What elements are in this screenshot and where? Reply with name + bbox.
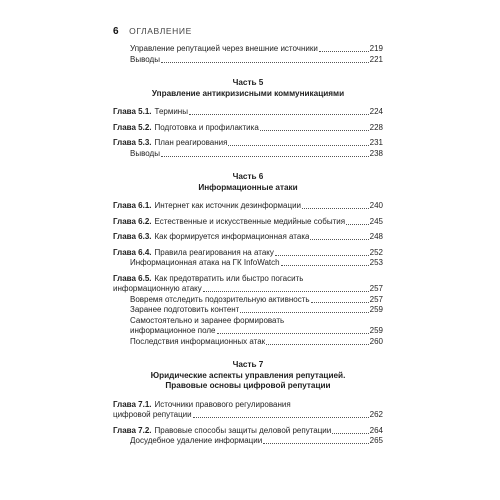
part-title: Управление антикризисными коммуникациями	[151, 88, 345, 98]
chapter-number: Глава 6.3.	[113, 232, 152, 241]
toc-entry-label: Правила реагирования на атаку	[154, 247, 274, 257]
toc-entry-label-continued: цифровой репутации	[113, 410, 192, 419]
toc-entry-page: 257	[369, 284, 383, 293]
chapter-number: Глава 6.2.	[113, 216, 152, 226]
part-title: Юридические аспекты управления репутацией.	[150, 370, 346, 380]
chapter-number: Глава 5.1.	[113, 107, 152, 116]
toc-entry-label: Подготовка и профилактика	[154, 122, 259, 132]
chapter-number: Глава 6.4.	[113, 247, 152, 257]
toc-entry-label: Естественные и искусственные медийные события	[154, 216, 346, 226]
toc-entry-page: 259	[369, 326, 383, 335]
toc-entry-label: Заранее подготовить контент	[130, 305, 240, 314]
toc-entry-label: Интернет как источник дезинформации	[154, 201, 302, 210]
leader-dots	[281, 265, 369, 266]
part-heading	[113, 360, 383, 392]
toc-entry-label-continued: информационное поле	[130, 326, 216, 335]
toc-entry-page: 221	[369, 54, 383, 64]
part-number: Часть 6	[232, 172, 264, 181]
toc-entry-label: Правовые способы защиты деловой репутации	[154, 425, 332, 435]
leader-dots	[302, 208, 369, 209]
toc-entry-label: План реагирования	[154, 138, 228, 147]
toc-chapter-entry[interactable]	[113, 248, 383, 259]
leader-dots	[346, 224, 369, 225]
toc-entry-page: 248	[369, 232, 383, 241]
chapter-number: Глава 7.1.	[113, 399, 152, 409]
toc-entry-page: 219	[369, 44, 383, 53]
toc-entry-label: Как формируется информационная атака	[154, 232, 310, 241]
leader-dots	[275, 255, 369, 256]
leader-dots	[189, 114, 369, 115]
toc-chapter-entry[interactable]	[113, 123, 383, 134]
toc-entry-label: Термины	[154, 107, 188, 116]
toc-entry-page: 252	[369, 247, 383, 257]
toc-chapter-entry[interactable]	[113, 107, 383, 118]
toc-entry-label: Досудебное удаление информации	[130, 436, 263, 445]
toc-entry[interactable]	[113, 316, 383, 337]
part-number: Часть 7	[232, 360, 264, 369]
part-heading	[113, 78, 383, 99]
toc-entry-page: 264	[369, 425, 383, 435]
toc-entry-page: 259	[369, 305, 383, 314]
toc-entry-label: Самостоятельно и заранее формировать	[130, 315, 285, 325]
leader-dots	[193, 417, 369, 418]
part-number: Часть 5	[232, 78, 264, 87]
toc-entry[interactable]	[113, 44, 383, 55]
leader-dots	[228, 145, 368, 146]
toc-entry-page: 228	[369, 122, 383, 132]
toc-entry-label: Выводы	[130, 148, 160, 158]
toc-entry-page: 231	[369, 138, 383, 147]
toc-chapter-entry[interactable]	[113, 217, 383, 228]
leader-dots	[310, 239, 368, 240]
running-head-title: ОГЛАВЛЕНИЕ	[129, 26, 192, 36]
toc-entry-label: Управление репутацией через внешние источники	[130, 44, 318, 53]
leader-dots	[319, 51, 369, 52]
leader-dots	[217, 333, 369, 334]
toc-entry-page: 253	[369, 258, 383, 267]
leader-dots	[260, 130, 369, 131]
toc-entry-label: Информационная атака на ГК InfoWatch	[130, 258, 280, 267]
page-number: 6	[113, 26, 120, 37]
chapter-number: Глава 5.2.	[113, 122, 152, 132]
toc-chapter-entry[interactable]	[113, 138, 383, 149]
toc-entry[interactable]	[113, 436, 383, 447]
toc-entry-page: 240	[369, 201, 383, 210]
toc-entry-page: 224	[369, 107, 383, 116]
table-of-contents	[113, 44, 383, 447]
leader-dots	[263, 443, 368, 444]
toc-entry-label: Вовремя отследить подозрительную активность	[130, 294, 310, 304]
leader-dots	[161, 156, 369, 157]
toc-entry-page: 262	[369, 410, 383, 419]
toc-entry-page: 260	[369, 336, 383, 346]
toc-chapter-entry[interactable]	[113, 232, 383, 243]
part-title-continued: Правовые основы цифровой репутации	[165, 381, 331, 390]
toc-chapter-entry[interactable]	[113, 201, 383, 212]
toc-entry-label-continued: информационную атаку	[113, 284, 202, 293]
toc-entry[interactable]	[113, 295, 383, 306]
part-title: Информационные атаки	[198, 182, 298, 192]
running-head	[113, 26, 192, 37]
toc-entry-label: Как предотвратить или быстро погасить	[154, 273, 304, 283]
toc-chapter-entry[interactable]	[113, 426, 383, 437]
chapter-number: Глава 6.5.	[113, 273, 152, 283]
leader-dots	[332, 433, 368, 434]
leader-dots	[203, 291, 369, 292]
toc-entry-label: Последствия информационных атак	[130, 336, 266, 346]
toc-chapter-entry[interactable]	[113, 400, 383, 421]
toc-entry[interactable]	[113, 305, 383, 316]
leader-dots	[161, 62, 369, 63]
toc-entry-page: 245	[369, 216, 383, 226]
toc-entry-label: Выводы	[130, 54, 160, 64]
leader-dots	[240, 312, 368, 313]
chapter-number: Глава 6.1.	[113, 201, 152, 210]
chapter-number: Глава 5.3.	[113, 138, 152, 147]
toc-entry[interactable]	[113, 149, 383, 160]
toc-entry[interactable]	[113, 258, 383, 269]
toc-entry-page: 238	[369, 148, 383, 158]
toc-entry[interactable]	[113, 55, 383, 66]
part-heading	[113, 172, 383, 193]
leader-dots	[266, 344, 368, 345]
toc-entry-page: 265	[369, 436, 383, 445]
leader-dots	[311, 302, 369, 303]
toc-entry-label: Источники правового регулирования	[154, 399, 291, 409]
chapter-number: Глава 7.2.	[113, 425, 152, 435]
toc-entry-page: 257	[369, 294, 383, 304]
toc-entry[interactable]	[113, 337, 383, 348]
toc-chapter-entry[interactable]	[113, 274, 383, 295]
